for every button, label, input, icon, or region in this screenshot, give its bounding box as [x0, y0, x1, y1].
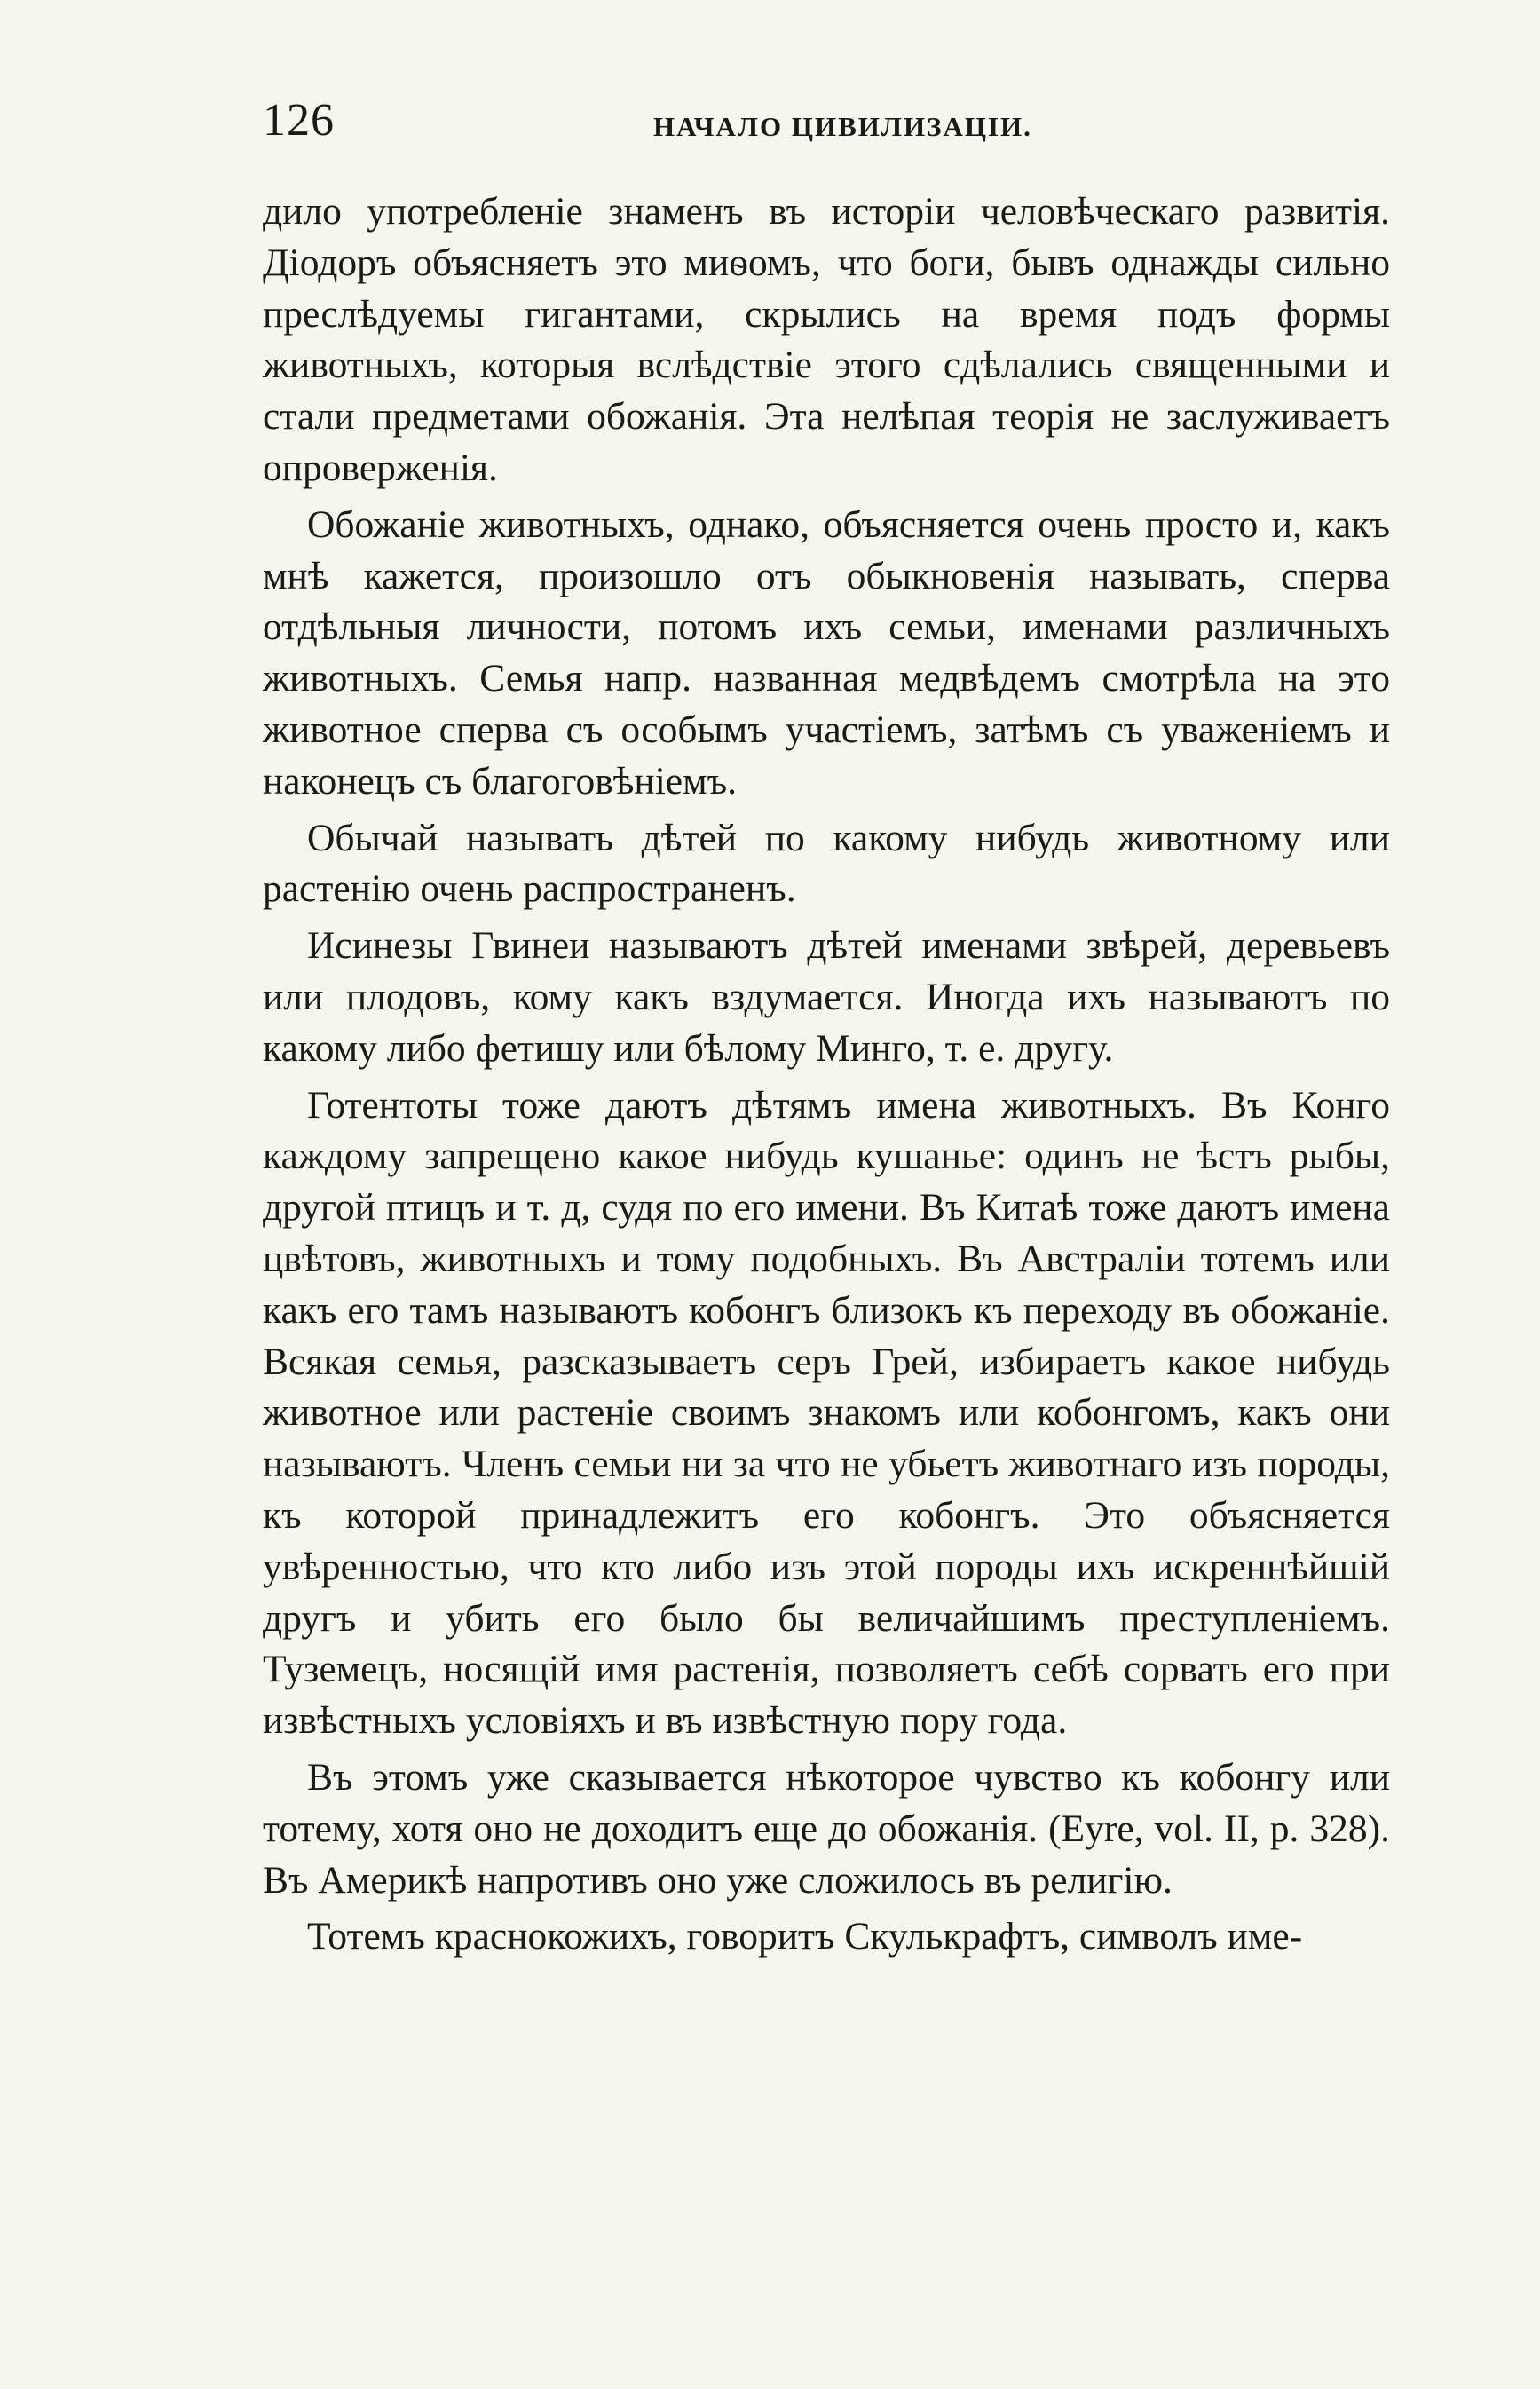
- paragraph: Готентоты тоже даютъ дѣтямъ имена животныхъ. Въ Конго каждому запрещено какое нибудь кушанье: одинъ не ѣстъ рыбы, другой птицъ и т. д, судя по его имени. Въ Китаѣ тоже даютъ имена цвѣтовъ, животныхъ и тому подобныхъ. Въ Австраліи тотемъ или какъ его тамъ называютъ кобонгъ близокъ къ переходу въ обожаніе. Всякая семья, разсказываетъ серъ Грей, избираетъ какое нибудь животное или растеніе своимъ знакомъ или кобонгомъ, какъ они называютъ. Членъ семьи ни за что не убьетъ животнаго изъ породы, къ которой принадлежитъ его кобонгъ. Это объясняется увѣренностью, что кто либо изъ этой породы ихъ искреннѣйшій другъ и убить его было бы величайшимъ преступленіемъ. Туземецъ, носящій имя растенія, позволяетъ себѣ сорвать его при извѣстныхъ условіяхъ и въ извѣстную пору года.: [263, 1083, 1390, 1743]
- paragraph: Въ этомъ уже сказывается нѣкоторое чувство къ кобонгу или тотему, хотя оно не доходитъ еще до обожанія. (Eyre, vol. II, p. 328). Въ Америкѣ напротивъ оно уже сложилось въ религію.: [263, 1755, 1390, 1902]
- paragraph: Обычай называть дѣтей по какому нибудь животному или растенію очень распространенъ.: [263, 816, 1390, 911]
- paragraph: дило употребленіе знаменъ въ исторіи человѣческаго развитія. Діодоръ объясняетъ это миѳомъ, что боги, бывъ однажды сильно преслѣдуемы гигантами, скрылись на время подъ формы животныхъ, которыя вслѣдствіе этого сдѣлались священными и стали предметами обожанія. Эта нелѣпая теорія не заслуживаетъ опроверженія.: [263, 190, 1390, 489]
- page-number: 126: [263, 95, 335, 146]
- paragraph: Исинезы Гвинеи называютъ дѣтей именами звѣрей, деревьевъ или плодовъ, кому какъ вздумается. Иногда ихъ называютъ по какому либо фетишу или бѣлому Минго, т. е. другу.: [263, 924, 1390, 1070]
- page-header: [263, 93, 1399, 155]
- body-text: [263, 186, 1390, 1963]
- paragraph: Обожаніе животныхъ, однако, объясняется очень просто и, какъ мнѣ кажется, произошло отъ обыкновенія называть, сперва отдѣльныя личности, потомъ ихъ семьи, именами различныхъ животныхъ. Семья напр. названная медвѣдемъ смотрѣла на это животное сперва съ особымъ участіемъ, затѣмъ съ уваженіемъ и наконецъ съ благоговѣніемъ.: [263, 502, 1390, 803]
- running-title: НАЧАЛО ЦИВИЛИЗАЦІИ.: [653, 111, 1032, 142]
- paragraph: Тотемъ краснокожихъ, говоритъ Скулькрафтъ, символъ име-: [307, 1915, 1303, 1958]
